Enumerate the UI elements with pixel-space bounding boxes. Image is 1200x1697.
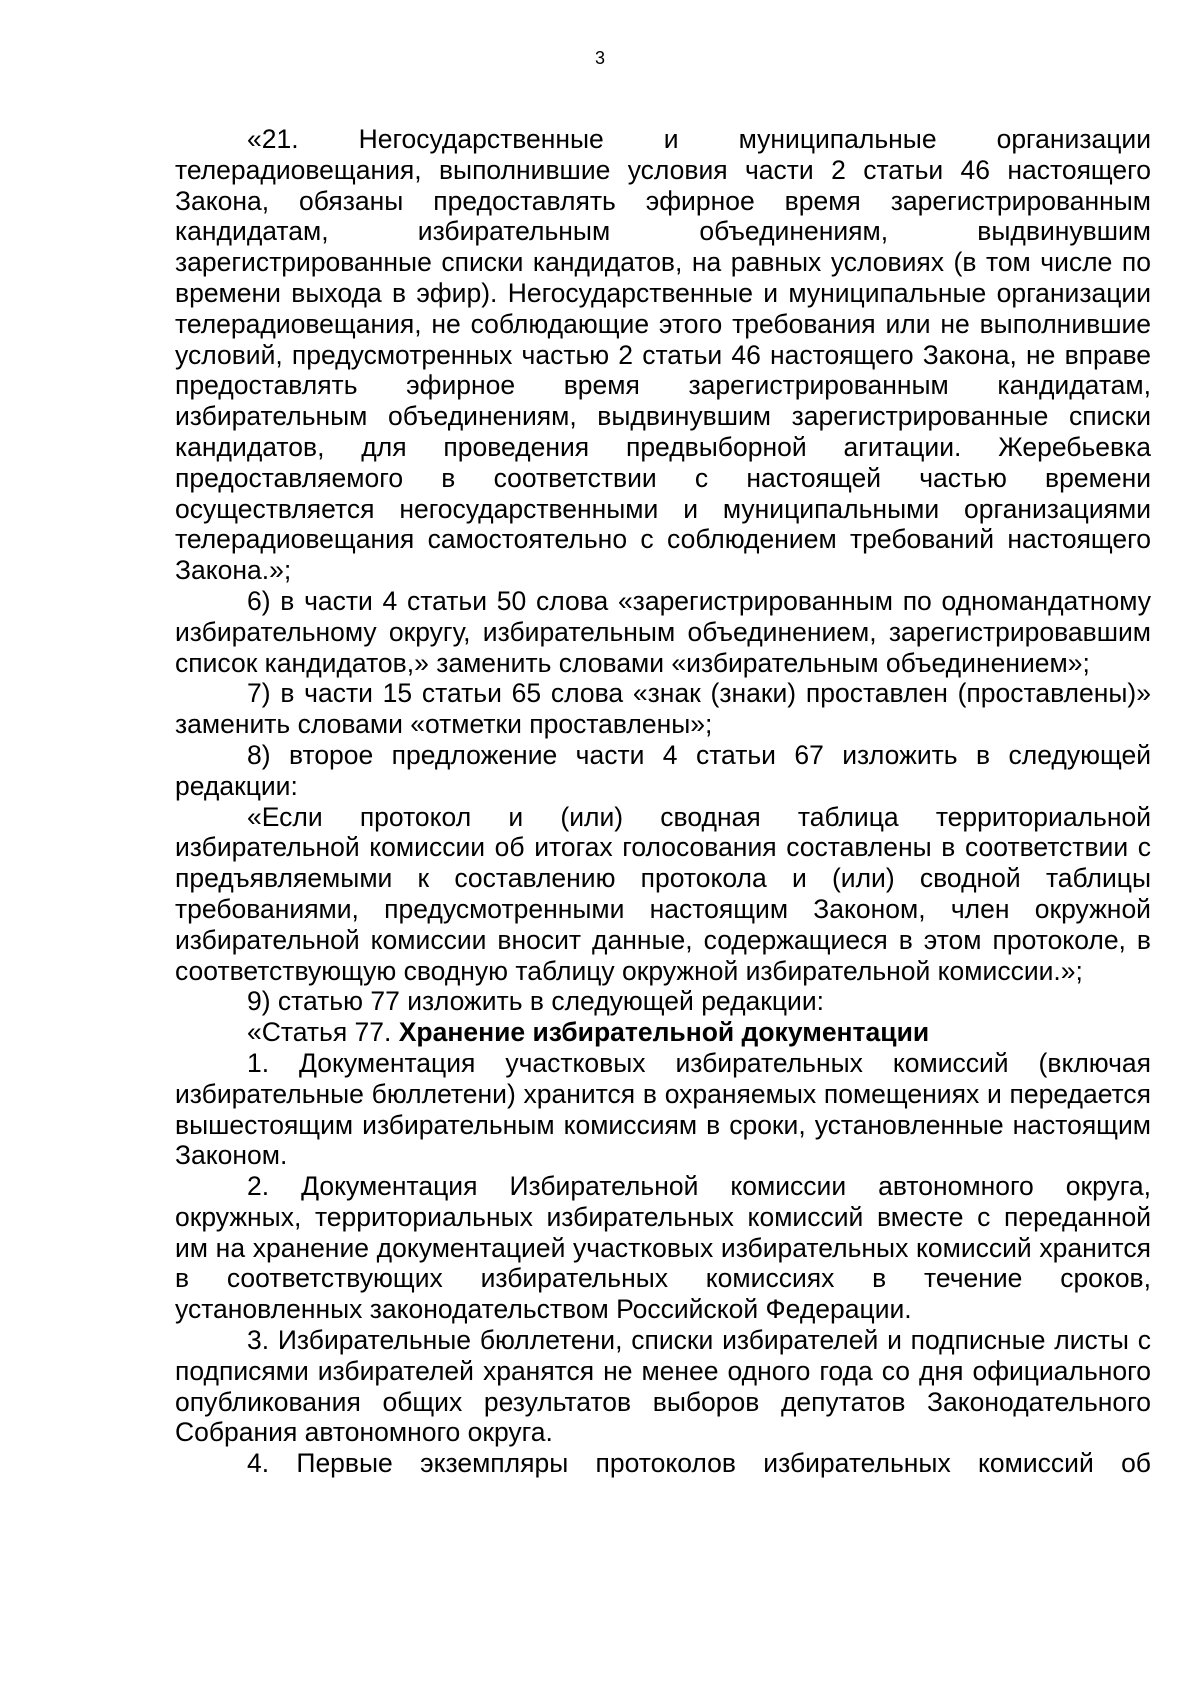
paragraph-item-7: 7) в части 15 статьи 65 слова «знак (знаки) проставлен (проставлены)» заменить словами «отметки проставлены»; (175, 678, 1151, 740)
article-heading-prefix: «Статья 77. (247, 1017, 399, 1048)
article-heading (175, 1017, 1151, 1048)
paragraph-item-9: 9) статью 77 изложить в следующей редакции: (247, 986, 825, 1017)
article-heading-title: Хранение избирательной документации (398, 1017, 930, 1048)
paragraph-part-21: «21. Негосударственные и муниципальные организации телерадиовещания, выполнившие условия части 2 статьи 46 настоящего Закона, обязаны предоставлять эфирное время зарегистрированным кандидатам, избирательным объединениям, выдвинувшим зарегистрированные списки кандидатов, на равных условиях (в том числе по времени выхода в эфир). Негосударственные и муниципальные организации телерадиовещания, не соблюдающие этого требования или не выполнившие условий, предусмотренных частью 2 статьи 46 настоящего Закона, не вправе предоставлять эфирное время зарегистрированным кандидатам, избирательным объединениям, выдвинувшим зарегистрированные списки кандидатов, для проведения предвыборной агитации. Жеребьевка предоставляемого в соответствии с настоящей частью времени осуществляется негосударственными и муниципальными организациями телерадиовещания самостоятельно с соблюдением требований настоящего Закона.»; (175, 124, 1151, 586)
article-paragraph-3: 3. Избирательные бюллетени, списки избирателей и подписные листы с подписями избирателей хранятся не менее одного года со дня официального опубликования общих результатов выборов депутатов Законодательного Собрания автономного округа. (175, 1325, 1151, 1448)
paragraph-item-8: 8) второе предложение части 4 статьи 67 изложить в следующей редакции: (175, 739, 1151, 801)
paragraph-item-6: 6) в части 4 статьи 50 слова «зарегистрированным по одномандатному избирательному округу, избирательным объединением, зарегистрировавшим список кандидатов,» заменить словами «избирательным объединением»; (175, 585, 1151, 678)
page-number: 3 (594, 48, 605, 68)
article-paragraph-2: 2. Документация Избирательной комиссии автономного округа, окружных, территориальных избирательных комиссий вместе с переданной им на хранение документацией участковых избирательных комиссий хранится в соответствующих избирательных комиссиях в течение сроков, установленных законодательством Российской Федерации. (175, 1171, 1151, 1325)
document-body (175, 124, 1151, 1479)
paragraph-quote-protocol: «Если протокол и (или) сводная таблица территориальной избирательной комиссии об итогах голосования составлены в соответствии с предъявляемыми к составлению протокола и (или) сводной таблицы требованиями, предусмотренными настоящим Законом, член окружной избирательной комиссии вносит данные, содержащиеся в этом протоколе, в соответствующую сводную таблицу окружной избирательной комиссии.»; (175, 801, 1151, 986)
article-paragraph-1: 1. Документация участковых избирательных комиссий (включая избирательные бюллетени) хранится в охраняемых помещениях и передается вышестоящим избирательным комиссиям в сроки, установленные настоящим Законом. (175, 1047, 1151, 1171)
article-paragraph-4: 4. Первые экземпляры протоколов избирательных комиссий об (247, 1448, 1151, 1479)
